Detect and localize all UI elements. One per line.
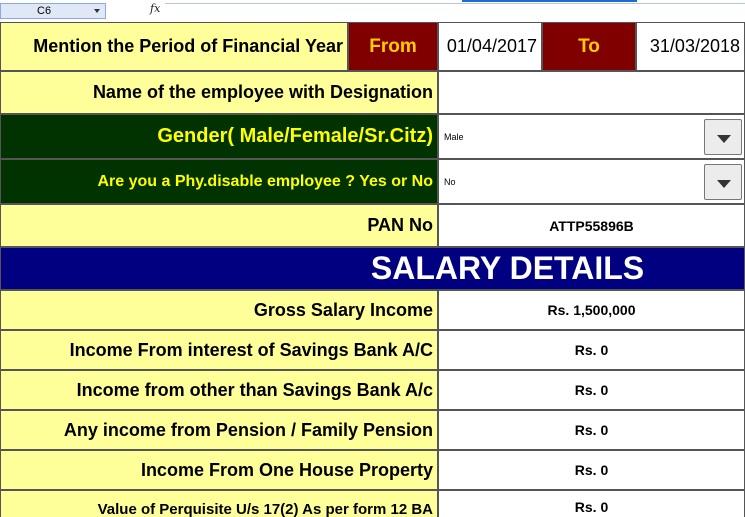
- section-title: SALARY DETAILS: [0, 247, 745, 290]
- period-row: [0, 22, 745, 71]
- chevron-down-icon[interactable]: [94, 9, 100, 13]
- from-date-cell[interactable]: 01/04/2017: [438, 22, 542, 71]
- chevron-down-icon: [717, 135, 731, 143]
- pan-label: PAN No: [0, 204, 438, 247]
- from-label: From: [348, 22, 438, 71]
- formula-bar: [0, 0, 745, 21]
- employee-label: Name of the employee with Designation: [0, 71, 438, 114]
- formula-input[interactable]: [165, 3, 745, 20]
- gender-row: [0, 114, 745, 159]
- gender-label: Gender( Male/Female/Sr.Citz): [0, 114, 438, 159]
- income-row: [0, 410, 745, 450]
- income-value[interactable]: Rs. 0: [438, 330, 745, 370]
- income-label: Gross Salary Income: [0, 290, 438, 330]
- income-value[interactable]: Rs. 1,500,000: [438, 290, 745, 330]
- cell-reference: C6: [37, 5, 52, 17]
- income-label: Value of Perquisite U/s 17(2) As per form 12 BA: [0, 490, 438, 517]
- income-value[interactable]: Rs. 0: [438, 410, 745, 450]
- disability-dropdown[interactable]: [438, 159, 745, 204]
- income-label: Income From One House Property: [0, 450, 438, 490]
- pan-row: [0, 204, 745, 247]
- gender-selected-value: Male: [444, 131, 464, 142]
- to-label: To: [542, 22, 636, 71]
- function-icon[interactable]: fx: [150, 2, 161, 15]
- gender-dropdown-button[interactable]: [704, 119, 742, 155]
- income-value[interactable]: Rs. 0: [438, 490, 745, 517]
- to-date-cell[interactable]: 31/03/2018: [636, 22, 745, 71]
- employee-row: [0, 71, 745, 114]
- gender-dropdown[interactable]: [438, 114, 745, 159]
- income-row: [0, 370, 745, 410]
- disability-row: [0, 159, 745, 204]
- salary-details-row: [0, 247, 745, 290]
- disability-dropdown-button[interactable]: [704, 164, 742, 200]
- income-row: [0, 330, 745, 370]
- disability-selected-value: No: [444, 176, 456, 187]
- pan-value[interactable]: ATTP55896B: [438, 204, 745, 247]
- income-label: Income from other than Savings Bank A/c: [0, 370, 438, 410]
- employee-input[interactable]: [438, 71, 745, 114]
- income-label: Income From interest of Savings Bank A/C: [0, 330, 438, 370]
- income-value[interactable]: Rs. 0: [438, 450, 745, 490]
- income-row: [0, 450, 745, 490]
- income-value[interactable]: Rs. 0: [438, 370, 745, 410]
- name-box[interactable]: [0, 3, 106, 19]
- chevron-down-icon: [717, 180, 731, 188]
- income-label: Any income from Pension / Family Pension: [0, 410, 438, 450]
- income-row: [0, 290, 745, 330]
- income-row: [0, 490, 745, 517]
- selection-indicator: [462, 0, 637, 2]
- period-label: Mention the Period of Financial Year: [0, 22, 348, 71]
- disability-label: Are you a Phy.disable employee ? Yes or No: [0, 159, 438, 204]
